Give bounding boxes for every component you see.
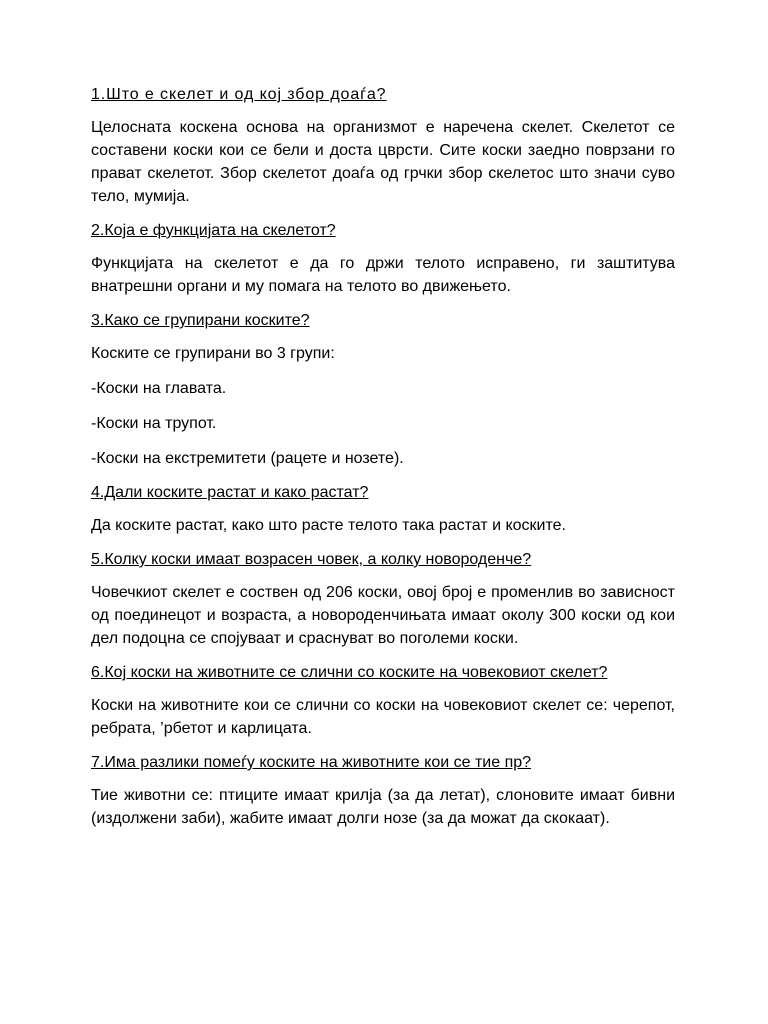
document-page bbox=[91, 84, 675, 842]
question-7-heading: 7.Има разлики помеѓу коските на животните кои се тие пр? bbox=[91, 754, 532, 771]
answer-3-intro: Коските се групирани во 3 групи: bbox=[91, 345, 335, 362]
answer-3-item-head: -Коски на главата. bbox=[91, 380, 227, 397]
answer-4-paragraph: Да коските растат, како што расте телото така растат и коските. bbox=[91, 517, 566, 534]
question-5-heading: 5.Колку коски имаат возрасен човек, а колку новороденче? bbox=[91, 551, 532, 568]
question-2-heading: 2.Која е функцијата на скелетот? bbox=[91, 222, 336, 239]
question-3-heading: 3.Како се групирани коските? bbox=[91, 312, 310, 329]
answer-2-paragraph: Функцијата на скелетот е да го држи телото исправено, ги заштитува внатрешни органи и му помага на телото во движењето. bbox=[91, 255, 675, 295]
answer-7-paragraph: Тие животни се: птиците имаат крилја (за да летат), слоновите имаат бивни (издолжени заби), жабите имаат долги нозе (за да можат да скокаат). bbox=[91, 787, 675, 827]
question-6-heading: 6.Кој коски на животните се слични со коските на човековиот скелет? bbox=[91, 664, 608, 681]
answer-6-paragraph: Коски на животните кои се слични со коски на човековиот скелет се: черепот, ребрата, ’рбетот и карлицата. bbox=[91, 697, 675, 737]
question-4-heading: 4.Дали коските растат и како растат? bbox=[91, 484, 369, 501]
answer-3-item-trunk: -Коски на трупот. bbox=[91, 415, 217, 432]
answer-5-paragraph: Човечкиот скелет е соствен од 206 коски, овој број е променлив во зависност од поединецот и возраста, а новороденчињата имаат околу 300 коски од кои дел подоцна се спојуваат и сраснуват во поголеми коски. bbox=[91, 584, 675, 647]
answer-1-paragraph: Целосната коскена основа на организмот е наречена скелет. Скелетот се составени коски кои се бели и доста цврсти. Сите коски заедно поврзани го прават скелетот. Збор скелетот доаѓа од грчки збор скелетос што значи суво тело, мумија. bbox=[91, 119, 675, 205]
question-1-heading: 1.Што е скелет и од кој збор доаѓа? bbox=[91, 86, 387, 103]
answer-3-item-limbs: -Коски на екстремитети (рацете и нозете). bbox=[91, 450, 404, 467]
